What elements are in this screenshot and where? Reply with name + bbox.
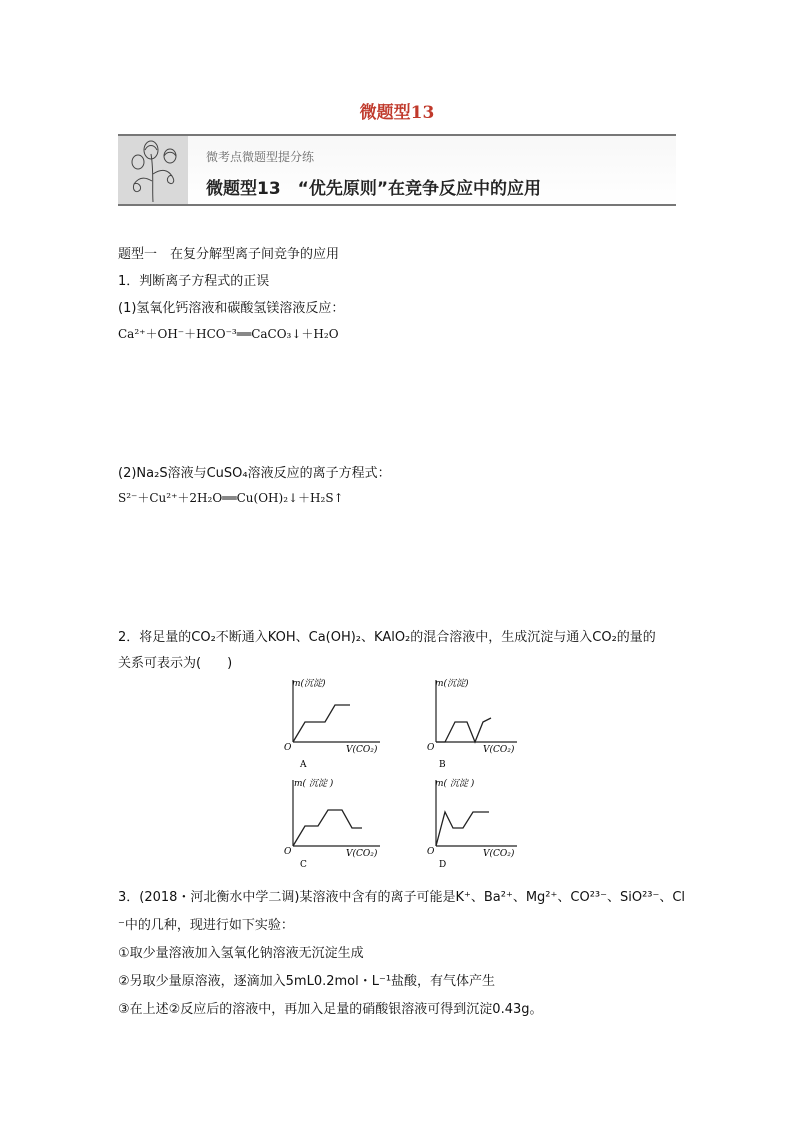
graph-b-origin: O xyxy=(427,743,435,753)
question-1-title: 1．判断离子方程式的正误 xyxy=(118,274,270,289)
graph-c-xlabel: V(CO₂) xyxy=(346,849,378,859)
question-3-step-3: ③在上述②反应后的溶液中，再加入足量的硝酸银溶液可得到沉淀0.43g。 xyxy=(118,1002,543,1017)
question-2-text-line-2: 关系可表示为( ) xyxy=(118,656,233,671)
graph-a-ylabel: m(沉淀) xyxy=(292,679,326,689)
graph-c-ylabel: m( 沉淀 ) xyxy=(294,779,334,789)
graph-d xyxy=(425,772,545,870)
graph-a-origin: O xyxy=(284,743,292,753)
graph-d-ylabel: m( 沉淀 ) xyxy=(435,779,475,789)
section-heading: 题型一 在复分解型离子间竞争的应用 xyxy=(118,247,340,262)
question-1-part-1: (1)氢氧化钙溶液和碳酸氢镁溶液反应： xyxy=(118,301,345,316)
question-2-text-line-1: 2．将足量的CO₂不断通入KOH、Ca(OH)₂、KAlO₂的混合溶液中，生成沉淀与通入CO₂的量的 xyxy=(118,630,656,645)
graph-c-label: C xyxy=(300,860,307,870)
question-3-step-1: ①取少量溶液加入氢氧化钠溶液无沉淀生成 xyxy=(118,946,364,961)
graph-d-label: D xyxy=(439,860,447,870)
graph-d-curve xyxy=(436,812,489,846)
graph-a xyxy=(280,672,400,770)
question-3-text-line-2: ⁻中的几种，现进行如下实验： xyxy=(118,918,294,933)
question-3-step-2: ②另取少量原溶液，逐滴加入5mL0.2mol・L⁻¹盐酸，有气体产生 xyxy=(118,974,496,989)
banner-heading: 微题型13 “优先原则”在竞争反应中的应用 xyxy=(206,179,542,199)
graph-d-origin: O xyxy=(427,847,435,857)
question-1-equation-1: Ca²⁺＋OH⁻＋HCO⁻³══CaCO₃↓＋H₂O xyxy=(118,327,339,341)
flower-illustration-icon xyxy=(118,136,188,204)
question-1-equation-2: S²⁻＋Cu²⁺＋2H₂O══Cu(OH)₂↓＋H₂S↑ xyxy=(118,491,344,505)
graph-c-curve xyxy=(293,810,362,846)
question-3-text-line-1: 3．(2018・河北衡水中学二调)某溶液中含有的离子可能是K⁺、Ba²⁺、Mg²⁺、CO²³⁻、SiO²³⁻、Cl xyxy=(118,890,686,905)
banner-subtitle: 微考点微题型提分练 xyxy=(206,150,315,164)
graph-a-label: A xyxy=(300,760,307,770)
graph-b-label: B xyxy=(439,760,446,770)
answer-graphs xyxy=(270,672,530,870)
graph-d-xlabel: V(CO₂) xyxy=(483,849,515,859)
graph-b-xlabel: V(CO₂) xyxy=(483,745,515,755)
graph-b-ylabel: m(沉淀) xyxy=(435,679,469,689)
page-title: 微题型13 xyxy=(359,103,435,123)
graph-b-curve xyxy=(436,718,491,742)
graph-c-origin: O xyxy=(284,847,292,857)
graph-a-curve xyxy=(293,705,350,742)
section-banner xyxy=(118,134,676,206)
graph-c xyxy=(280,772,400,870)
question-1-part-2: (2)Na₂S溶液与CuSO₄溶液反应的离子方程式： xyxy=(118,466,391,481)
graph-a-xlabel: V(CO₂) xyxy=(346,745,378,755)
graph-b xyxy=(425,672,545,770)
